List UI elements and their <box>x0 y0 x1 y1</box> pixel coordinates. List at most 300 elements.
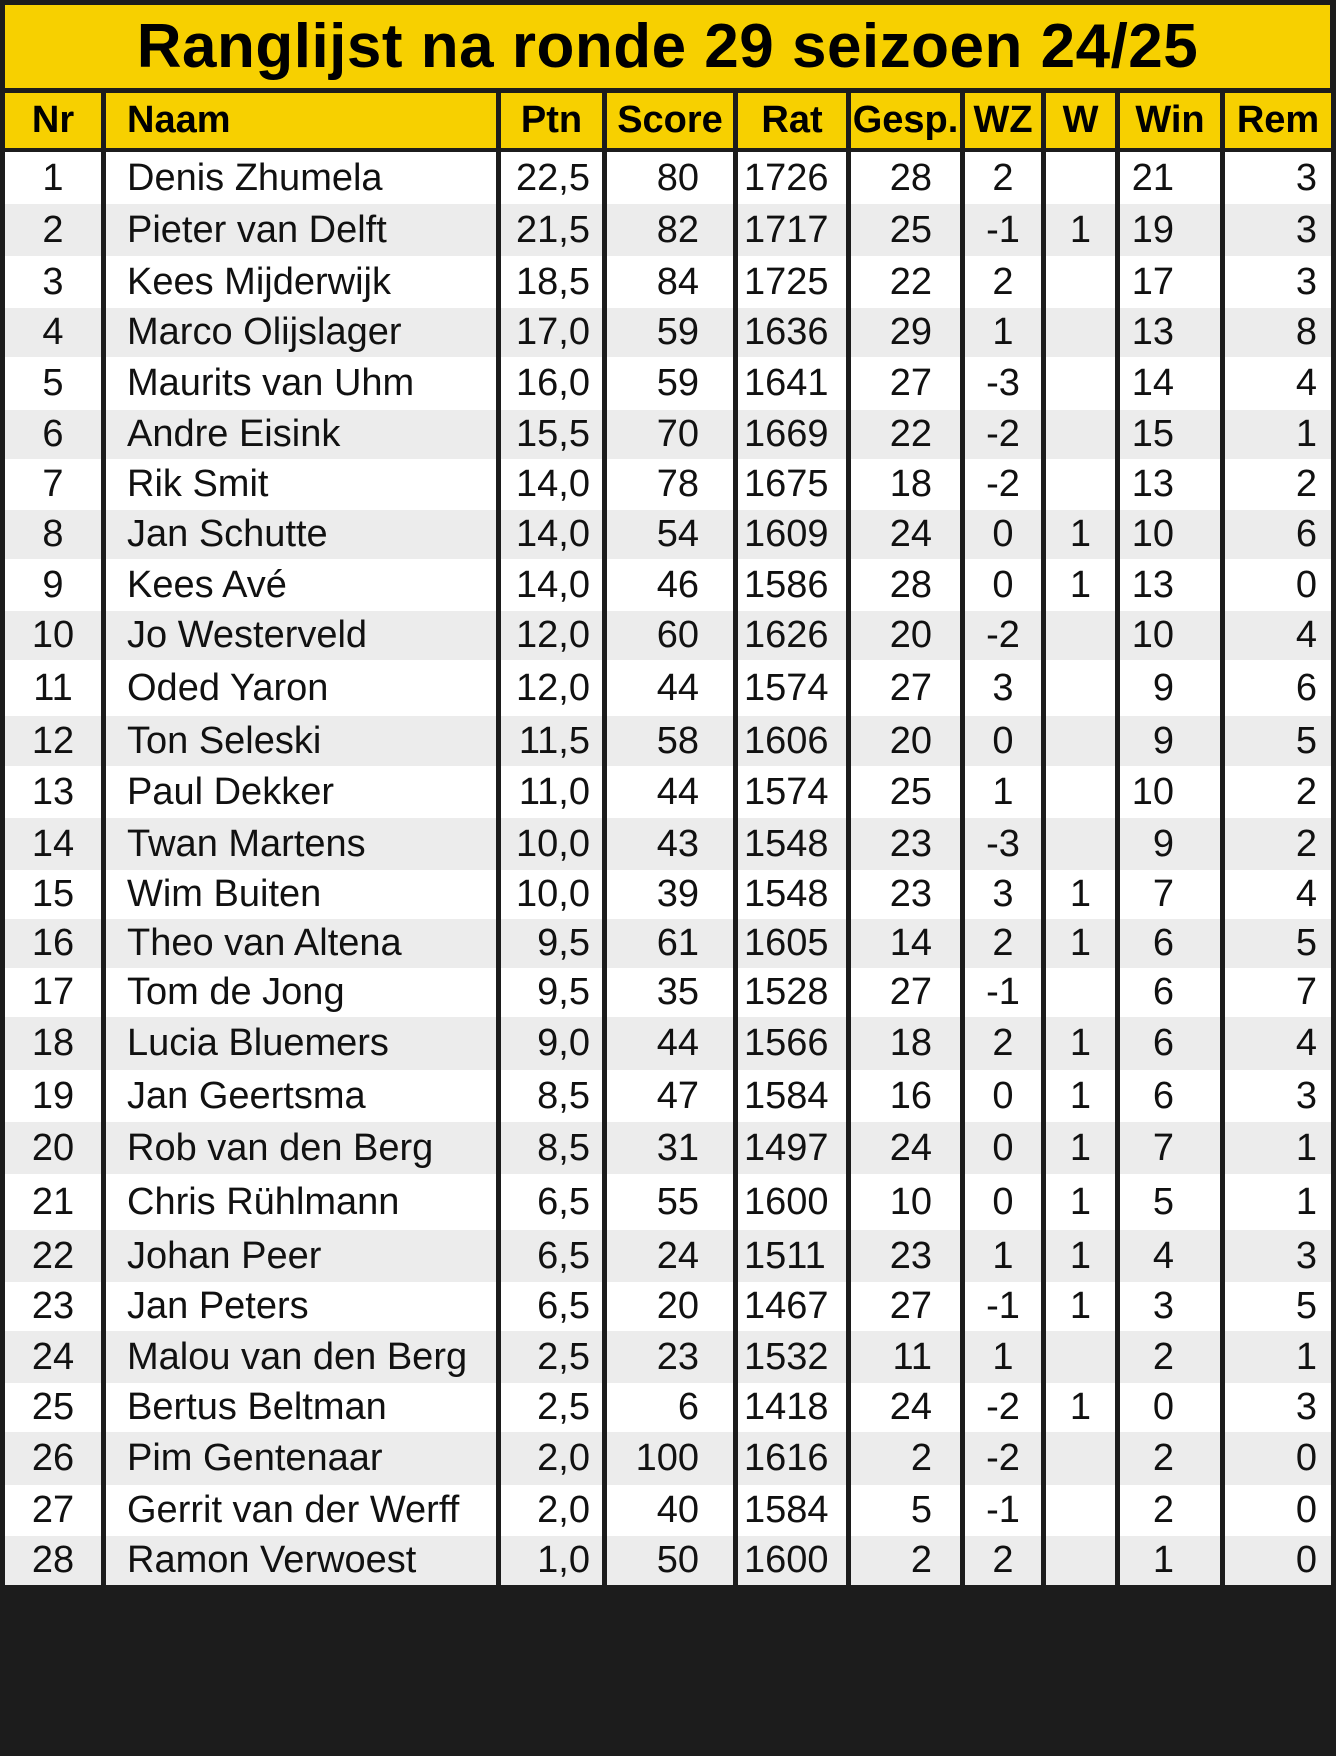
column-header-score: Score <box>602 93 733 152</box>
cell-nr: 13 <box>0 766 101 818</box>
cell-naam: Johan Peer <box>101 1230 496 1282</box>
cell-gesp: 27 <box>846 660 960 716</box>
column-header-rat: Rat <box>733 93 846 152</box>
cell-rem: 3 <box>1220 256 1336 308</box>
cell-wz: 3 <box>960 660 1041 716</box>
cell-nr: 5 <box>0 357 101 410</box>
cell-naam: Denis Zhumela <box>101 152 496 204</box>
cell-win: 3 <box>1115 1282 1220 1331</box>
cell-w: 1 <box>1041 1122 1115 1174</box>
table-row <box>0 1282 1336 1331</box>
cell-gesp: 25 <box>846 204 960 256</box>
cell-win: 13 <box>1115 308 1220 357</box>
cell-rem: 0 <box>1220 559 1336 611</box>
cell-ptn: 18,5 <box>496 256 602 308</box>
cell-nr: 6 <box>0 410 101 459</box>
cell-rem: 6 <box>1220 660 1336 716</box>
cell-nr: 4 <box>0 308 101 357</box>
cell-gesp: 24 <box>846 1383 960 1432</box>
cell-rem: 4 <box>1220 870 1336 919</box>
cell-nr: 9 <box>0 559 101 611</box>
cell-score: 59 <box>602 357 733 410</box>
cell-naam: Wim Buiten <box>101 870 496 919</box>
column-header-nr: Nr <box>0 93 101 152</box>
cell-wz: -1 <box>960 1282 1041 1331</box>
cell-gesp: 28 <box>846 152 960 204</box>
column-header-naam: Naam <box>101 93 496 152</box>
table-row <box>0 410 1336 459</box>
cell-nr: 2 <box>0 204 101 256</box>
table-row <box>0 1174 1336 1230</box>
cell-nr: 21 <box>0 1174 101 1230</box>
cell-wz: -2 <box>960 410 1041 459</box>
table-row <box>0 1017 1336 1070</box>
cell-naam: Pim Gentenaar <box>101 1432 496 1485</box>
cell-nr: 14 <box>0 818 101 870</box>
cell-gesp: 23 <box>846 870 960 919</box>
cell-naam: Theo van Altena <box>101 919 496 968</box>
cell-score: 54 <box>602 510 733 559</box>
table-row <box>0 204 1336 256</box>
cell-naam: Maurits van Uhm <box>101 357 496 410</box>
cell-wz: 1 <box>960 308 1041 357</box>
cell-rat: 1609 <box>733 510 846 559</box>
cell-rem: 2 <box>1220 459 1336 510</box>
cell-score: 50 <box>602 1536 733 1585</box>
cell-win: 7 <box>1115 1122 1220 1174</box>
cell-w <box>1041 818 1115 870</box>
cell-w <box>1041 1536 1115 1585</box>
cell-win: 2 <box>1115 1331 1220 1383</box>
cell-rat: 1418 <box>733 1383 846 1432</box>
cell-wz: 0 <box>960 1070 1041 1122</box>
cell-nr: 16 <box>0 919 101 968</box>
cell-wz: -2 <box>960 1432 1041 1485</box>
cell-ptn: 10,0 <box>496 870 602 919</box>
cell-score: 40 <box>602 1485 733 1536</box>
cell-wz: 2 <box>960 1017 1041 1070</box>
cell-wz: 1 <box>960 1230 1041 1282</box>
cell-rat: 1574 <box>733 660 846 716</box>
cell-ptn: 9,0 <box>496 1017 602 1070</box>
cell-rat: 1528 <box>733 968 846 1017</box>
cell-ptn: 21,5 <box>496 204 602 256</box>
cell-win: 10 <box>1115 766 1220 818</box>
column-header-w: W <box>1041 93 1115 152</box>
cell-score: 44 <box>602 1017 733 1070</box>
cell-w <box>1041 766 1115 818</box>
cell-wz: -1 <box>960 1485 1041 1536</box>
cell-w <box>1041 410 1115 459</box>
cell-ptn: 9,5 <box>496 919 602 968</box>
cell-rat: 1584 <box>733 1485 846 1536</box>
cell-gesp: 23 <box>846 1230 960 1282</box>
cell-nr: 23 <box>0 1282 101 1331</box>
cell-wz: 1 <box>960 1331 1041 1383</box>
table-row <box>0 716 1336 766</box>
cell-naam: Andre Eisink <box>101 410 496 459</box>
cell-gesp: 2 <box>846 1432 960 1485</box>
cell-ptn: 11,5 <box>496 716 602 766</box>
cell-score: 100 <box>602 1432 733 1485</box>
cell-rem: 1 <box>1220 1122 1336 1174</box>
cell-ptn: 8,5 <box>496 1122 602 1174</box>
cell-gesp: 22 <box>846 410 960 459</box>
cell-gesp: 18 <box>846 459 960 510</box>
cell-w <box>1041 968 1115 1017</box>
cell-ptn: 9,5 <box>496 968 602 1017</box>
cell-nr: 19 <box>0 1070 101 1122</box>
cell-rat: 1584 <box>733 1070 846 1122</box>
cell-rat: 1511 <box>733 1230 846 1282</box>
cell-w: 1 <box>1041 1230 1115 1282</box>
cell-nr: 15 <box>0 870 101 919</box>
cell-ptn: 11,0 <box>496 766 602 818</box>
cell-naam: Ramon Verwoest <box>101 1536 496 1585</box>
column-header-wz: WZ <box>960 93 1041 152</box>
cell-w: 1 <box>1041 1383 1115 1432</box>
cell-gesp: 27 <box>846 357 960 410</box>
cell-naam: Oded Yaron <box>101 660 496 716</box>
table-row <box>0 818 1336 870</box>
cell-naam: Jan Schutte <box>101 510 496 559</box>
cell-win: 14 <box>1115 357 1220 410</box>
cell-win: 17 <box>1115 256 1220 308</box>
cell-rem: 0 <box>1220 1432 1336 1485</box>
cell-wz: 0 <box>960 716 1041 766</box>
cell-rat: 1675 <box>733 459 846 510</box>
cell-gesp: 11 <box>846 1331 960 1383</box>
cell-gesp: 16 <box>846 1070 960 1122</box>
cell-wz: 1 <box>960 766 1041 818</box>
cell-naam: Marco Olijslager <box>101 308 496 357</box>
cell-win: 10 <box>1115 611 1220 660</box>
cell-gesp: 10 <box>846 1174 960 1230</box>
cell-rat: 1726 <box>733 152 846 204</box>
cell-score: 44 <box>602 766 733 818</box>
cell-rat: 1605 <box>733 919 846 968</box>
cell-ptn: 22,5 <box>496 152 602 204</box>
page-title: Ranglijst na ronde 29 seizoen 24/25 <box>5 5 1330 88</box>
cell-win: 21 <box>1115 152 1220 204</box>
cell-rem: 3 <box>1220 204 1336 256</box>
cell-ptn: 17,0 <box>496 308 602 357</box>
cell-wz: -3 <box>960 357 1041 410</box>
cell-win: 1 <box>1115 1536 1220 1585</box>
cell-rat: 1717 <box>733 204 846 256</box>
cell-nr: 3 <box>0 256 101 308</box>
cell-ptn: 8,5 <box>496 1070 602 1122</box>
cell-score: 58 <box>602 716 733 766</box>
cell-rem: 1 <box>1220 410 1336 459</box>
cell-rat: 1574 <box>733 766 846 818</box>
cell-rat: 1725 <box>733 256 846 308</box>
column-header-win: Win <box>1115 93 1220 152</box>
table-row <box>0 919 1336 968</box>
cell-wz: 3 <box>960 870 1041 919</box>
cell-rat: 1467 <box>733 1282 846 1331</box>
cell-naam: Rob van den Berg <box>101 1122 496 1174</box>
cell-nr: 26 <box>0 1432 101 1485</box>
cell-rat: 1548 <box>733 870 846 919</box>
cell-ptn: 15,5 <box>496 410 602 459</box>
cell-wz: 2 <box>960 152 1041 204</box>
column-header-ptn: Ptn <box>496 93 602 152</box>
table-row <box>0 611 1336 660</box>
cell-naam: Malou van den Berg <box>101 1331 496 1383</box>
cell-nr: 28 <box>0 1536 101 1585</box>
cell-wz: 0 <box>960 510 1041 559</box>
cell-naam: Lucia Bluemers <box>101 1017 496 1070</box>
cell-wz: -2 <box>960 459 1041 510</box>
cell-w: 1 <box>1041 204 1115 256</box>
cell-score: 6 <box>602 1383 733 1432</box>
cell-naam: Twan Martens <box>101 818 496 870</box>
cell-nr: 27 <box>0 1485 101 1536</box>
cell-nr: 25 <box>0 1383 101 1432</box>
cell-score: 46 <box>602 559 733 611</box>
cell-score: 55 <box>602 1174 733 1230</box>
cell-score: 20 <box>602 1282 733 1331</box>
cell-wz: -2 <box>960 1383 1041 1432</box>
column-header-gesp: Gesp. <box>846 93 960 152</box>
table-row <box>0 1331 1336 1383</box>
cell-rem: 3 <box>1220 1383 1336 1432</box>
cell-rem: 5 <box>1220 716 1336 766</box>
cell-win: 15 <box>1115 410 1220 459</box>
cell-naam: Bertus Beltman <box>101 1383 496 1432</box>
cell-rat: 1586 <box>733 559 846 611</box>
cell-score: 47 <box>602 1070 733 1122</box>
cell-rat: 1566 <box>733 1017 846 1070</box>
cell-rat: 1600 <box>733 1174 846 1230</box>
cell-score: 39 <box>602 870 733 919</box>
cell-w: 1 <box>1041 559 1115 611</box>
table-row <box>0 459 1336 510</box>
cell-score: 43 <box>602 818 733 870</box>
cell-rat: 1606 <box>733 716 846 766</box>
cell-nr: 17 <box>0 968 101 1017</box>
cell-w <box>1041 357 1115 410</box>
cell-wz: 2 <box>960 919 1041 968</box>
cell-naam: Kees Mijderwijk <box>101 256 496 308</box>
cell-win: 9 <box>1115 660 1220 716</box>
cell-ptn: 2,0 <box>496 1432 602 1485</box>
cell-rat: 1636 <box>733 308 846 357</box>
cell-ptn: 2,5 <box>496 1331 602 1383</box>
cell-gesp: 25 <box>846 766 960 818</box>
cell-win: 6 <box>1115 1070 1220 1122</box>
column-header-rem: Rem <box>1220 93 1336 152</box>
cell-naam: Rik Smit <box>101 459 496 510</box>
cell-gesp: 28 <box>846 559 960 611</box>
cell-score: 70 <box>602 410 733 459</box>
cell-nr: 12 <box>0 716 101 766</box>
cell-ptn: 14,0 <box>496 459 602 510</box>
cell-naam: Gerrit van der Werff <box>101 1485 496 1536</box>
cell-score: 24 <box>602 1230 733 1282</box>
table-row <box>0 968 1336 1017</box>
cell-w <box>1041 1331 1115 1383</box>
cell-score: 59 <box>602 308 733 357</box>
cell-rem: 5 <box>1220 1282 1336 1331</box>
cell-w: 1 <box>1041 1282 1115 1331</box>
cell-rat: 1532 <box>733 1331 846 1383</box>
table-row <box>0 870 1336 919</box>
cell-wz: -2 <box>960 611 1041 660</box>
cell-win: 6 <box>1115 1017 1220 1070</box>
cell-naam: Ton Seleski <box>101 716 496 766</box>
cell-gesp: 24 <box>846 1122 960 1174</box>
cell-score: 44 <box>602 660 733 716</box>
table-row <box>0 1070 1336 1122</box>
cell-rat: 1548 <box>733 818 846 870</box>
cell-naam: Chris Rühlmann <box>101 1174 496 1230</box>
cell-wz: 2 <box>960 256 1041 308</box>
table-row <box>0 357 1336 410</box>
cell-rat: 1616 <box>733 1432 846 1485</box>
cell-ptn: 14,0 <box>496 510 602 559</box>
cell-w <box>1041 308 1115 357</box>
cell-rem: 7 <box>1220 968 1336 1017</box>
cell-ptn: 6,5 <box>496 1230 602 1282</box>
cell-gesp: 14 <box>846 919 960 968</box>
cell-rat: 1626 <box>733 611 846 660</box>
cell-w: 1 <box>1041 1174 1115 1230</box>
cell-rem: 3 <box>1220 152 1336 204</box>
cell-w: 1 <box>1041 919 1115 968</box>
cell-naam: Jo Westerveld <box>101 611 496 660</box>
cell-gesp: 27 <box>846 1282 960 1331</box>
cell-rem: 5 <box>1220 919 1336 968</box>
cell-w: 1 <box>1041 1017 1115 1070</box>
cell-rem: 4 <box>1220 357 1336 410</box>
cell-gesp: 23 <box>846 818 960 870</box>
cell-rem: 2 <box>1220 766 1336 818</box>
cell-win: 10 <box>1115 510 1220 559</box>
cell-ptn: 6,5 <box>496 1174 602 1230</box>
cell-score: 82 <box>602 204 733 256</box>
cell-w <box>1041 1485 1115 1536</box>
cell-naam: Kees Avé <box>101 559 496 611</box>
cell-nr: 18 <box>0 1017 101 1070</box>
table-row <box>0 510 1336 559</box>
cell-gesp: 18 <box>846 1017 960 1070</box>
cell-ptn: 12,0 <box>496 611 602 660</box>
cell-win: 6 <box>1115 968 1220 1017</box>
cell-score: 78 <box>602 459 733 510</box>
header-row <box>0 93 1336 152</box>
table-row <box>0 1432 1336 1485</box>
cell-gesp: 5 <box>846 1485 960 1536</box>
cell-score: 35 <box>602 968 733 1017</box>
cell-rem: 1 <box>1220 1331 1336 1383</box>
cell-win: 9 <box>1115 716 1220 766</box>
cell-score: 80 <box>602 152 733 204</box>
cell-w <box>1041 660 1115 716</box>
cell-win: 13 <box>1115 559 1220 611</box>
cell-nr: 1 <box>0 152 101 204</box>
cell-nr: 7 <box>0 459 101 510</box>
table-row <box>0 1485 1336 1536</box>
cell-nr: 10 <box>0 611 101 660</box>
cell-ptn: 14,0 <box>496 559 602 611</box>
cell-win: 4 <box>1115 1230 1220 1282</box>
cell-nr: 11 <box>0 660 101 716</box>
cell-rat: 1669 <box>733 410 846 459</box>
cell-w: 1 <box>1041 1070 1115 1122</box>
cell-naam: Jan Peters <box>101 1282 496 1331</box>
table-row <box>0 660 1336 716</box>
cell-rem: 8 <box>1220 308 1336 357</box>
cell-gesp: 2 <box>846 1536 960 1585</box>
cell-ptn: 2,5 <box>496 1383 602 1432</box>
cell-win: 0 <box>1115 1383 1220 1432</box>
cell-win: 7 <box>1115 870 1220 919</box>
cell-score: 31 <box>602 1122 733 1174</box>
cell-win: 2 <box>1115 1485 1220 1536</box>
cell-rem: 6 <box>1220 510 1336 559</box>
cell-score: 23 <box>602 1331 733 1383</box>
table-row <box>0 1230 1336 1282</box>
cell-wz: -1 <box>960 204 1041 256</box>
cell-ptn: 12,0 <box>496 660 602 716</box>
cell-rem: 2 <box>1220 818 1336 870</box>
cell-w: 1 <box>1041 510 1115 559</box>
cell-rem: 1 <box>1220 1174 1336 1230</box>
cell-win: 13 <box>1115 459 1220 510</box>
table-row <box>0 766 1336 818</box>
table-row <box>0 152 1336 204</box>
cell-gesp: 22 <box>846 256 960 308</box>
cell-w <box>1041 256 1115 308</box>
cell-wz: 0 <box>960 1122 1041 1174</box>
cell-w <box>1041 459 1115 510</box>
table-row <box>0 1383 1336 1432</box>
cell-nr: 22 <box>0 1230 101 1282</box>
cell-naam: Pieter van Delft <box>101 204 496 256</box>
cell-gesp: 29 <box>846 308 960 357</box>
cell-ptn: 10,0 <box>496 818 602 870</box>
cell-win: 19 <box>1115 204 1220 256</box>
cell-rem: 3 <box>1220 1070 1336 1122</box>
cell-w <box>1041 716 1115 766</box>
cell-nr: 24 <box>0 1331 101 1383</box>
table-row <box>0 1122 1336 1174</box>
cell-win: 2 <box>1115 1432 1220 1485</box>
cell-gesp: 24 <box>846 510 960 559</box>
cell-rem: 4 <box>1220 1017 1336 1070</box>
cell-w <box>1041 611 1115 660</box>
cell-w: 1 <box>1041 870 1115 919</box>
standings-table <box>0 93 1336 1585</box>
cell-nr: 8 <box>0 510 101 559</box>
cell-win: 5 <box>1115 1174 1220 1230</box>
cell-naam: Paul Dekker <box>101 766 496 818</box>
cell-score: 84 <box>602 256 733 308</box>
cell-ptn: 1,0 <box>496 1536 602 1585</box>
cell-win: 6 <box>1115 919 1220 968</box>
cell-gesp: 20 <box>846 611 960 660</box>
cell-wz: -3 <box>960 818 1041 870</box>
table-row <box>0 559 1336 611</box>
cell-wz: -1 <box>960 968 1041 1017</box>
cell-gesp: 20 <box>846 716 960 766</box>
cell-ptn: 6,5 <box>496 1282 602 1331</box>
cell-rem: 4 <box>1220 611 1336 660</box>
table-row <box>0 1536 1336 1585</box>
cell-w <box>1041 152 1115 204</box>
